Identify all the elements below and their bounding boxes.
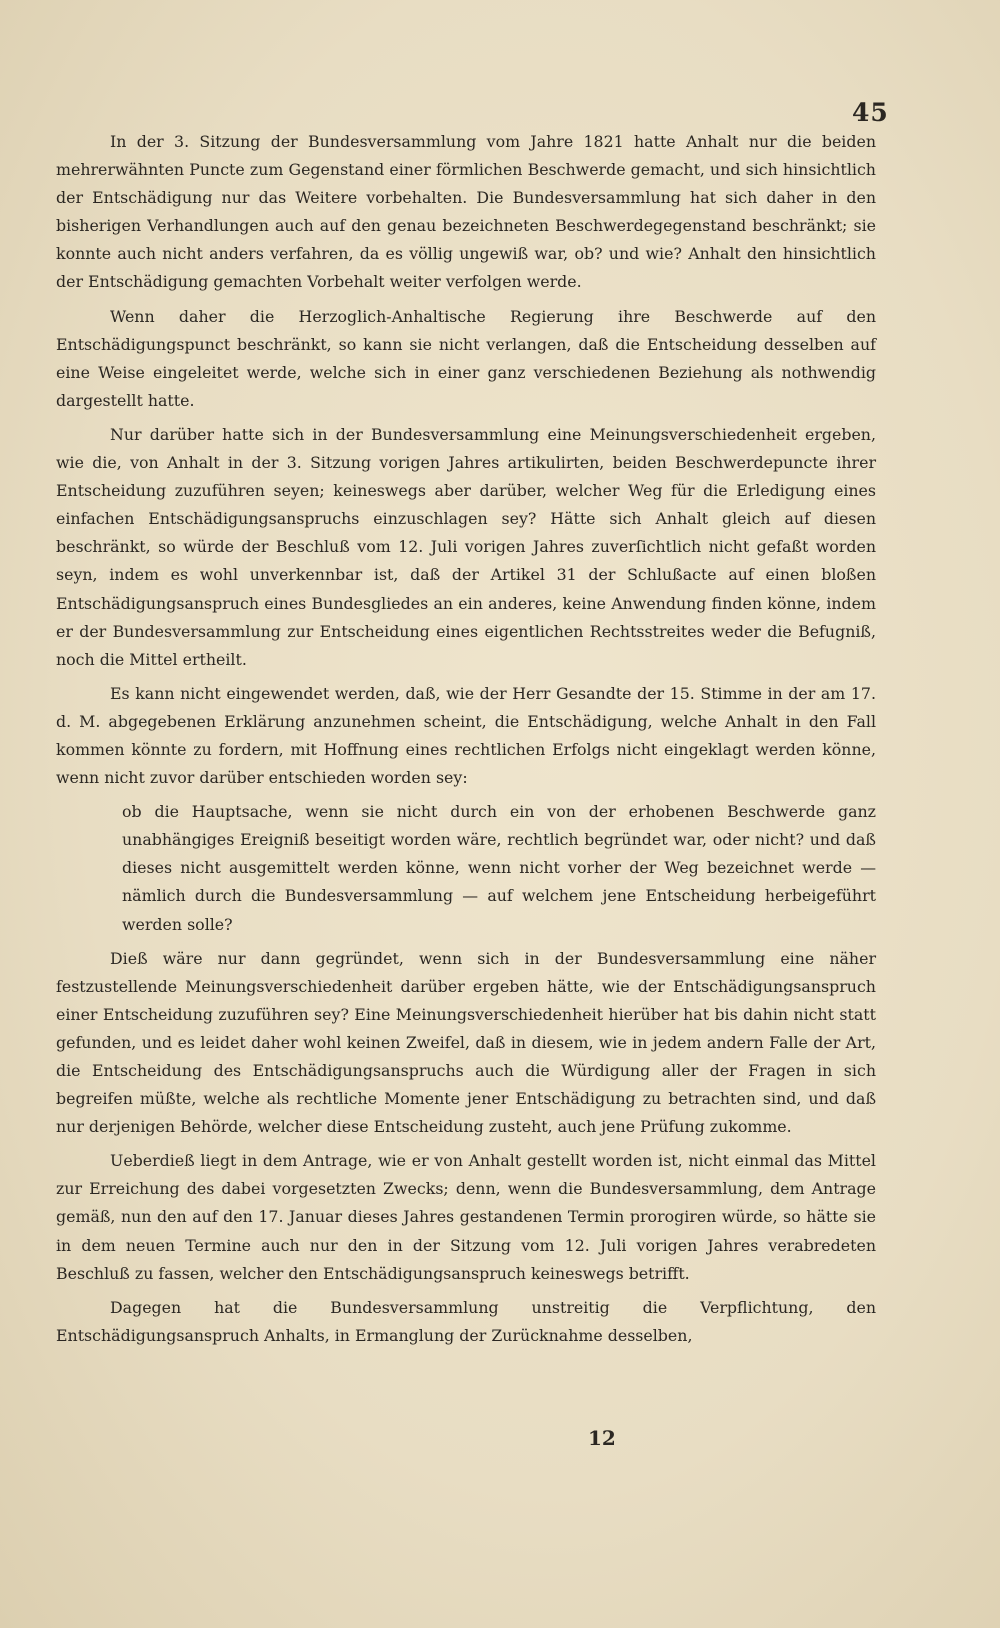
paragraph-4: Es kann nicht eingewendet werden, daß, wie der Herr Gesandte der 15. Stimme in der am 17. d. M. abgegebenen Erklärung anzunehmen scheint, die Entschädigung, welche Anhalt in den Fall kommen könnte zu fordern, mit Hoffnung eines rechtlichen Erfolgs nicht eingeklagt werden könne, wenn nicht zuvor darüber entschieden worden sey: <box>56 683 876 788</box>
indented-question: ob die Hauptsache, wenn sie nicht durch ein von der erhobenen Beschwerde ganz unabhängiges Ereigniß beseitigt worden wäre, rechtlich begründet war, oder nicht? und daß dieses nicht ausgemittelt werden könne, wenn nicht vorher der Weg bezeichnet werde — nämlich durch die Bundesversammlung — auf welchem jene Entscheidung herbeigeführt werden solle? <box>122 802 876 934</box>
paragraph-6: Ueberdieß liegt in dem Antrage, wie er von Anhalt gestellt worden ist, nicht einmal das Mittel zur Erreichung des dabei vorgesetzten Zwecks; denn, wenn die Bundesversammlung, dem Antrage gemäß, nun den auf den 17. Januar dieses Jahres gestandenen Termin prorogiren würde, so hätte sie in dem neuen Termine auch nur den in der Sitzung vom 12. Juli vorigen Jahres verabredeten Beschluß zu fassen, welcher den Entschädigungsanspruch keineswegs betrifft. <box>56 1151 876 1283</box>
paragraph-5: Dieß wäre nur dann gegründet, wenn sich in der Bundesversammlung eine näher festzustellende Meinungsverschiedenheit darüber ergeben hätte, wie der Entschädigungsanspruch einer Entscheidung zuzuführen sey? Eine Meinungsverschiedenheit hierüber hat bis dahin nicht statt gefunden, und es leidet daher wohl keinen Zweifel, daß in diesem, wie in jedem andern Falle der Art, die Entscheidung des Entschädigungsanspruchs auch die Würdigung aller der Fragen in sich begreifen müßte, welche als rechtliche Momente jener Entschädigung zu betrachten sind, und daß nur derjenigen Behörde, welcher diese Entscheidung zusteht, auch jene Prüfung zukomme. <box>56 948 876 1137</box>
paragraph-7: Dagegen hat die Bundesversammlung unstreitig die Verpflichtung, den Entschädigungsanspruch Anhalts, in Ermanglung der Zurücknahme desselben, <box>56 1297 876 1345</box>
signature-mark: 12 <box>588 1426 616 1450</box>
paragraph-3: Nur darüber hatte sich in der Bundesversammlung eine Meinungsverschiedenheit ergeben, wie die, von Anhalt in der 3. Sitzung vorigen Jahres artikulirten, beiden Beschwerdepuncte ihrer Entscheidung zuzuführen seyen; keineswegs aber darüber, welcher Weg für die Erledigung eines einfachen Entschädigungsanspruchs einzuschlagen sey? Hätte sich Anhalt gleich auf diesen beschränkt, so würde der Beschluß vom 12. Juli vorigen Jahres zuverſichtlich nicht gefaßt worden seyn, indem es wohl unverkennbar ist, daß der Artikel 31 der Schlußacte auf einen bloßen Entschädigungsanspruch eines Bundesgliedes an ein anderes, keine Anwendung finden könne, indem er der Bundesversammlung zur Entscheidung eines eigentlichen Rechtsstreites weder die Befugniß, noch die Mittel ertheilt. <box>56 424 876 669</box>
body-text <box>56 128 876 1356</box>
paragraph-1: In der 3. Sitzung der Bundesversammlung vom Jahre 1821 hatte Anhalt nur die beiden mehrerwähnten Puncte zum Gegenstand einer förmlichen Beschwerde gemacht, und sich hinsichtlich der Entschädigung nur das Weitere vorbehalten. Die Bundesversammlung hat sich daher in den bisherigen Verhandlungen auch auf den genau bezeichneten Beschwerdegegenstand beschränkt; sie konnte auch nicht anders verfahren, da es völlig ungewiß war, ob? und wie? Anhalt den hinsichtlich der Entschädigung gemachten Vorbehalt weiter verfolgen werde. <box>56 132 876 292</box>
page-number: 45 <box>852 98 889 127</box>
paragraph-2: Wenn daher die Herzoglich-Anhaltische Regierung ihre Beschwerde auf den Entschädigungspunct beschränkt, so kann sie nicht verlangen, daß die Entscheidung desselben auf eine Weise eingeleitet werde, welche sich in einer ganz verschiedenen Beziehung als nothwendig dargestellt hatte. <box>56 306 876 410</box>
